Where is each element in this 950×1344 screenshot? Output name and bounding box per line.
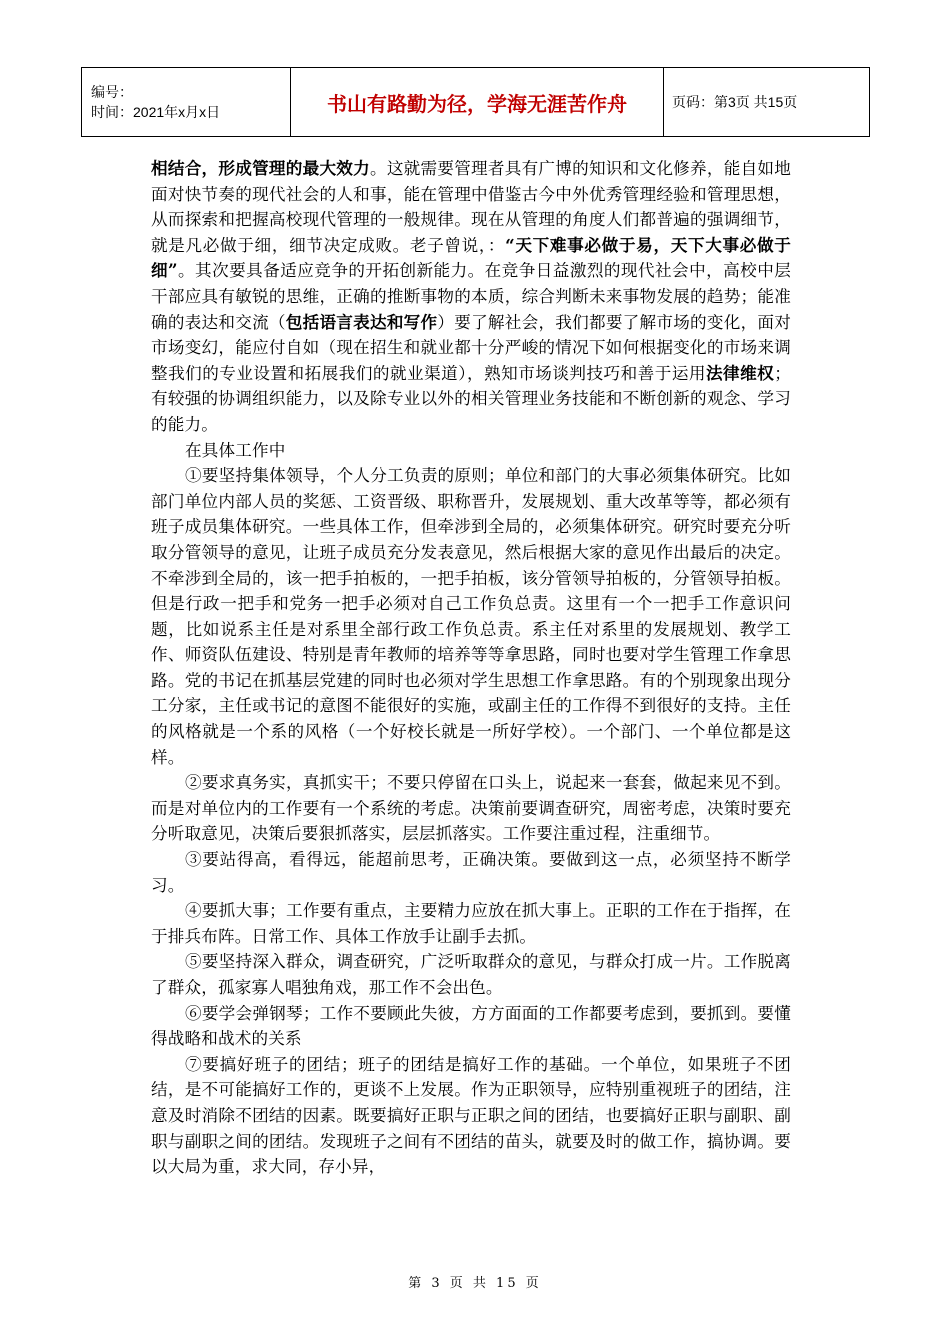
paragraph-6: ④要抓大事；工作要有重点，主要精力应放在抓大事上。正职的工作在于指挥，在于排兵布阵。日常工作、具体工作放手让副手去抓。: [151, 901, 791, 946]
text-run: ；有较强的协调组织能力，以及除专业以外的相关管理业务技能和不断创新的观念、学习的能力。: [151, 363, 791, 434]
text-run: 。这就需要管理者具有广博的知识和文化修养，能自如地面对快节奏的现代社会的人和事，能在管理中借鉴古今中外优秀管理经验和管理思想，从而探索和把握高校现代管理的一般规律。现在从管理的角度人们都普遍的强调细节，就是凡必做于细，细节决定成败。老子曾说，：: [151, 159, 791, 255]
bold-quote: “天下难事必做于易，天下大事必做于细”: [151, 234, 791, 281]
header-page-info: 页码：第3页 共15页: [664, 68, 870, 137]
text-run: ）要了解社会，我们都要了解市场的变化，面对市场变幻，能应付自如（现在招生和就业都十分严峻的情况下如何根据变化的市场来调整我们的专业设置和拓展我们的就业渠道），熟知市场谈判技巧和善于运用: [151, 312, 792, 383]
bold-phrase: 包括语言表达和写作: [285, 311, 438, 332]
paragraph-1: [151, 156, 791, 438]
doc-time-label: 时间：2021年x月x日: [91, 104, 221, 120]
paragraph-3: ①要坚持集体领导，个人分工负责的原则；单位和部门的大事必须集体研究。比如部门单位内部人员的奖惩、工资晋级、职称晋升，发展规划、重大改革等等，都必须有班子成员集体研究。一些具体工作，但牵涉到全局的，必须集体研究。研究时要充分听取分管领导的意见，让班子成员充分发表意见，然后根据大家的意见作出最后的决定。不牵涉到全局的，该一把手拍板的，一把手拍板，该分管领导拍板的，分管领导拍板。但是行政一把手和党务一把手必须对自己工作负总责。这里有一个一把手工作意识问题，比如说系主任是对系里全部行政工作负总责。系主任对系里的发展规划、教学工作、师资队伍建设、特别是青年教师的培养等等拿思路，同时也要对学生管理工作拿思路。党的书记在抓基层党建的同时也必须对学生思想工作拿思路。有的个别现象出现分工分家，主任或书记的意图不能很好的实施，或副主任的工作得不到很好的支持。主任的风格就是一个系的风格（一个好校长就是一所好学校）。一个部门、一个单位都是这样。: [151, 466, 791, 767]
paragraph-2: 在具体工作中: [185, 440, 286, 460]
paragraph-7: ⑤要坚持深入群众，调查研究，广泛听取群众的意见，与群众打成一片。工作脱离了群众，孤家寡人唱独角戏，那工作不会出色。: [151, 952, 791, 997]
doc-number-label: 编号：: [91, 84, 133, 100]
paragraph-5: ③要站得高，看得远，能超前思考，正确决策。要做到这一点，必须坚持不断学习。: [151, 850, 791, 895]
header-table: [81, 67, 870, 137]
text-run: 。其次要具备适应竞争的开拓创新能力。在竞争日益激烈的现代社会中，高校中层干部应具有敏锐的思维，正确的推断事物的本质，综合判断未来事物发展的趋势；能准确的表达和交流（: [151, 261, 791, 332]
document-body: [151, 156, 791, 1180]
page-footer: 第 3 页 共 15 页: [408, 1276, 542, 1291]
bold-phrase: 法律维权: [705, 362, 775, 383]
header-motto: 书山有路勤为径，学海无涯苦作舟: [291, 68, 664, 137]
bold-phrase: 相结合，形成管理的最大效力: [151, 158, 370, 178]
paragraph-8: ⑥要学会弹钢琴；工作不要顾此失彼，方方面面的工作都要考虑到，要抓到。要懂得战略和战术的关系: [151, 1003, 791, 1049]
paragraph-9: ⑦要搞好班子的团结；班子的团结是搞好工作的基础。一个单位，如果班子不团结，是不可能搞好工作的，更谈不上发展。作为正职领导，应特别重视班子的团结，注意及时消除不团结的因素。既要搞好正职与正职之间的团结，也要搞好正职与副职、副职与副职之间的团结。发现班子之间有不团结的苗头，就要及时的做工作，搞协调。要以大局为重，求大同，存小异，: [151, 1054, 791, 1177]
header-meta-cell: [82, 68, 291, 137]
paragraph-4: ②要求真务实，真抓实干；不要只停留在口头上，说起来一套套，做起来见不到。而是对单位内的工作要有一个系统的考虑。决策前要调查研究，周密考虑，决策时要充分听取意见，决策后要狠抓落实，层层抓落实。工作要注重过程，注重细节。: [151, 773, 791, 844]
